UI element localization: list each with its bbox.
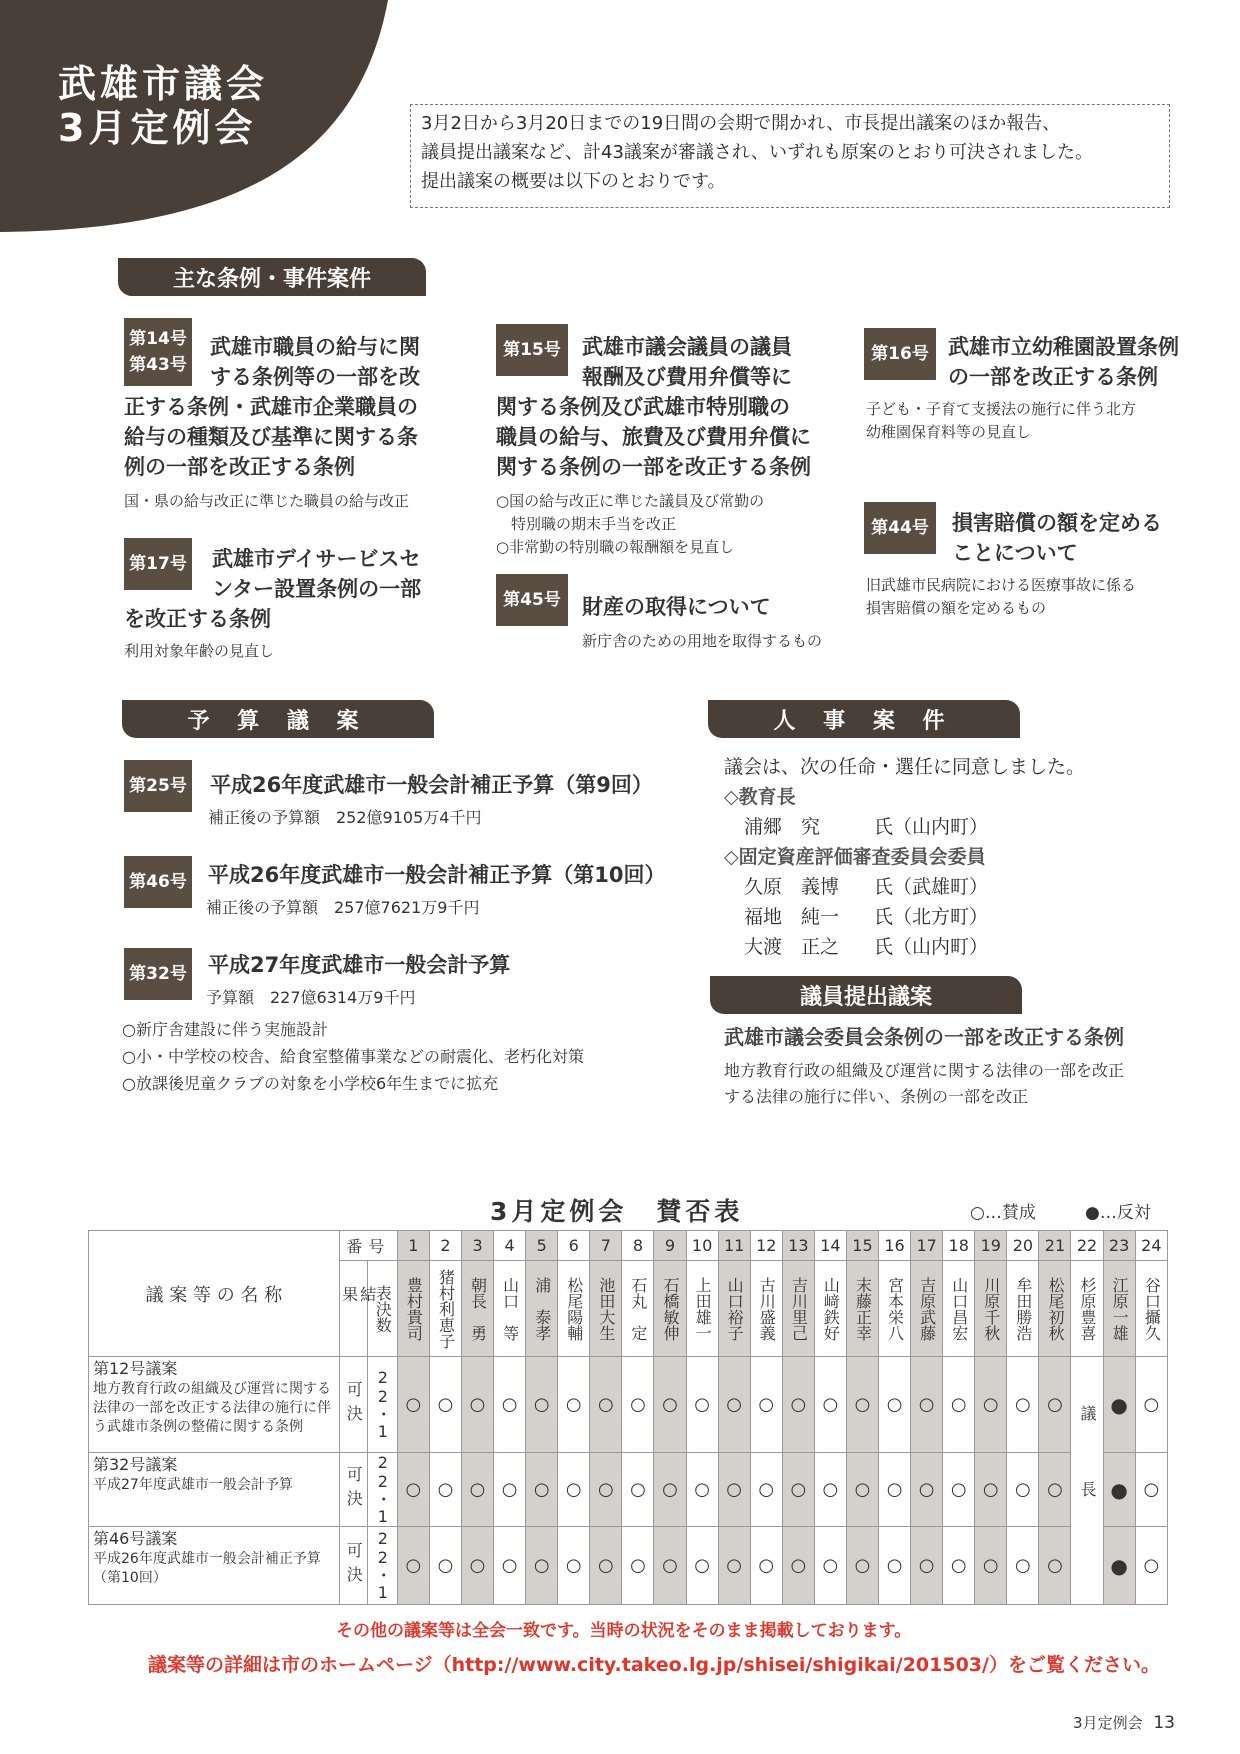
vote-for-mark: ○	[879, 1357, 911, 1453]
ordinance-desc: 新庁舎のための用地を取得するもの	[582, 632, 823, 650]
ordinance-desc: 利用対象年齢の見直し	[124, 642, 275, 660]
budget-title: 平成26年度武雄市一般会計補正予算（第9回）	[210, 773, 653, 797]
section-member-bill: 議員提出議案	[710, 976, 1022, 1014]
detail-link-note[interactable]: 議案等の詳細は市のホームページ（http://www.city.takeo.lg.jp/shisei/shigikai/201503/）をご覧ください。	[148, 1654, 1160, 1676]
header-number: 番号	[339, 1231, 397, 1261]
member-name: 川原千秋	[975, 1261, 1007, 1357]
vote-for-mark: ○	[1039, 1453, 1071, 1527]
member-number: 16	[879, 1231, 911, 1261]
ordinance-desc: 子ども・子育て支援法の施行に伴う北方 幼稚園保育料等の見直し	[866, 400, 1137, 441]
ordinance-title: 財産の取得について	[582, 595, 771, 619]
vote-against-mark: ●	[1103, 1453, 1135, 1527]
member-number: 19	[975, 1231, 1007, 1261]
ordinance-desc: 旧武雄市民病院における医療事故に係る 損害賠償の額を定めるもの	[866, 576, 1137, 617]
vote-for-mark: ○	[911, 1527, 943, 1605]
member-name: 池田大生	[590, 1261, 622, 1357]
vote-for-mark: ○	[654, 1527, 686, 1605]
ordinance-title: 武雄市議会議員の議員 報酬及び費用弁償等に	[582, 335, 792, 389]
member-name: 宮本栄八	[879, 1261, 911, 1357]
member-number: 21	[1039, 1231, 1071, 1261]
budget-notes: ○新庁舎建設に伴う実施設計 ○小・中学校の校舎、給食室整備事業などの耐震化、老朽化対策 ○放課後児童クラブの対象を小学校6年生までに拡充	[122, 1020, 584, 1093]
vote-for-mark: ○	[1007, 1357, 1039, 1453]
vote-for-mark: ○	[1007, 1527, 1039, 1605]
member-name: 石丸 定	[622, 1261, 654, 1357]
vote-for-mark: ○	[718, 1453, 750, 1527]
ordinance-title-cont: 関する条例及び武雄市特別職の 職員の給与、旅費及び費用弁償に 関する条例の一部を改正する条例	[496, 395, 811, 479]
member-name: 江原一雄	[1103, 1261, 1135, 1357]
member-number: 14	[814, 1231, 846, 1261]
bill-desc: 地方教育行政の組織及び運営に関する法律の一部を改正する法律の施行に伴う武雄市条例の整備に関する条例	[93, 1381, 331, 1435]
ordinance-title-cont: を改正する条例	[124, 607, 271, 631]
legend-against: ●…反対	[1085, 1203, 1151, 1223]
vote-for-mark: ○	[397, 1453, 429, 1527]
member-name: 杉原豊喜	[1071, 1261, 1103, 1357]
bill-title: 第12号議案	[93, 1359, 178, 1378]
member-number: 5	[526, 1231, 558, 1261]
vote-for-mark: ○	[686, 1357, 718, 1453]
vote-for-mark: ○	[846, 1527, 878, 1605]
vote-for-mark: ○	[879, 1453, 911, 1527]
vote-for-mark: ○	[879, 1527, 911, 1605]
member-bill-title: 武雄市議会委員会条例の一部を改正する条例	[724, 1025, 1124, 1049]
vote-for-mark: ○	[814, 1453, 846, 1527]
vote-for-mark: ○	[462, 1453, 494, 1527]
ordinance-title: 武雄市立幼稚園設置条例 の一部を改正する条例	[948, 335, 1179, 389]
intro-line: 提出議案の概要は以下のとおりです。	[421, 171, 726, 192]
budget-amount: 予算額 227億6314万9千円	[206, 988, 416, 1007]
bill-result: 可決	[339, 1357, 367, 1453]
vote-for-mark: ○	[558, 1357, 590, 1453]
bill-votes: 22・1	[367, 1357, 397, 1453]
vote-for-mark: ○	[462, 1357, 494, 1453]
vote-for-mark: ○	[558, 1527, 590, 1605]
member-name: 猪村利恵子	[429, 1261, 461, 1357]
bill-votes: 22・1	[367, 1453, 397, 1527]
vote-for-mark: ○	[462, 1527, 494, 1605]
header-result: 結果	[339, 1261, 367, 1357]
member-number: 9	[654, 1231, 686, 1261]
bill-name-cell	[89, 1357, 340, 1453]
bill-name-cell	[89, 1527, 340, 1605]
bill-desc: 平成26年度武雄市一般会計補正予算（第10回）	[93, 1551, 321, 1586]
vote-for-mark: ○	[686, 1527, 718, 1605]
vote-for-mark: ○	[558, 1453, 590, 1527]
vote-for-mark: ○	[526, 1527, 558, 1605]
member-name: 松尾陽輔	[558, 1261, 590, 1357]
vote-for-mark: ○	[494, 1527, 526, 1605]
member-bill-desc: 地方教育行政の組織及び運営に関する法律の一部を改正 する法律の施行に伴い、条例の一部を改正	[724, 1061, 1125, 1106]
vote-for-mark: ○	[1039, 1357, 1071, 1453]
chair-cell: 議長	[1071, 1357, 1103, 1605]
member-name: 牟田勝浩	[1007, 1261, 1039, 1357]
budget-amount: 補正後の予算額 252億9105万4千円	[208, 808, 482, 827]
bill-title: 第32号議案	[93, 1455, 178, 1474]
bill-name-cell	[89, 1453, 340, 1527]
vote-for-mark: ○	[750, 1357, 782, 1453]
header-votes: 表決数	[367, 1261, 397, 1357]
budget-number-badge: 第46号	[124, 856, 192, 908]
vote-for-mark: ○	[429, 1357, 461, 1453]
vote-table	[88, 1230, 1168, 1605]
ordinance-title: 武雄市職員の給与に関 する条例等の一部を改	[210, 335, 420, 389]
vote-for-mark: ○	[1007, 1453, 1039, 1527]
vote-for-mark: ○	[429, 1527, 461, 1605]
page-footer	[1073, 1712, 1175, 1733]
vote-for-mark: ○	[590, 1527, 622, 1605]
vote-for-mark: ○	[654, 1453, 686, 1527]
member-number: 15	[846, 1231, 878, 1261]
ordinance-number-badge: 第15号	[496, 324, 568, 376]
member-number: 20	[1007, 1231, 1039, 1261]
member-number: 22	[1071, 1231, 1103, 1261]
vote-row	[89, 1453, 1168, 1527]
member-number: 3	[462, 1231, 494, 1261]
vote-for-mark: ○	[494, 1357, 526, 1453]
intro-line: 議員提出議案など、計43議案が審議され、いずれも原案のとおり可決されました。	[421, 142, 1093, 163]
vote-for-mark: ○	[814, 1527, 846, 1605]
member-name: 上田雄一	[686, 1261, 718, 1357]
intro-box	[410, 104, 1170, 208]
bill-result: 可決	[339, 1527, 367, 1605]
member-number: 12	[750, 1231, 782, 1261]
vote-for-mark: ○	[943, 1527, 975, 1605]
vote-for-mark: ○	[622, 1357, 654, 1453]
ordinance-number-badge: 第17号	[124, 538, 192, 590]
vote-for-mark: ○	[782, 1527, 814, 1605]
vote-for-mark: ○	[846, 1357, 878, 1453]
personnel-block: 議会は、次の任命・選任に同意しました。 ◇教育長 浦郷 究 氏（山内町） ◇固定資産評価審査委員会委員 久原 義博 氏（武雄町） 福地 純一 氏（北方町） 大渡 正之 氏（山内町）	[724, 752, 1085, 962]
vote-for-mark: ○	[1135, 1357, 1167, 1453]
vote-for-mark: ○	[429, 1453, 461, 1527]
ordinance-number-badge: 第44号	[864, 502, 936, 554]
member-number: 23	[1103, 1231, 1135, 1261]
ordinance-number-badge: 第14号 第43号	[124, 318, 192, 386]
vote-for-mark: ○	[718, 1357, 750, 1453]
vote-for-mark: ○	[397, 1527, 429, 1605]
member-name: 吉川里己	[782, 1261, 814, 1357]
bill-title: 第46号議案	[93, 1529, 178, 1548]
ordinance-title-cont: 正する条例・武雄市企業職員の 給与の種類及び基準に関する条 例の一部を改正する条例	[124, 395, 418, 479]
vote-for-mark: ○	[750, 1527, 782, 1605]
vote-against-mark: ●	[1103, 1357, 1135, 1453]
vote-for-mark: ○	[943, 1357, 975, 1453]
section-main-ordinances: 主な条例・事件案件	[118, 258, 426, 296]
member-name: 石橋敏伸	[654, 1261, 686, 1357]
vote-for-mark: ○	[397, 1357, 429, 1453]
vote-for-mark: ○	[526, 1357, 558, 1453]
vote-for-mark: ○	[718, 1527, 750, 1605]
member-name: 山口裕子	[718, 1261, 750, 1357]
member-number: 7	[590, 1231, 622, 1261]
vote-for-mark: ○	[494, 1453, 526, 1527]
footer-label: 3月定例会	[1073, 1714, 1143, 1732]
budget-number-badge: 第25号	[124, 760, 192, 812]
vote-for-mark: ○	[911, 1453, 943, 1527]
vote-for-mark: ○	[622, 1527, 654, 1605]
member-number: 4	[494, 1231, 526, 1261]
intro-line: 3月2日から3月20日までの19日間の会期で開かれ、市長提出議案のほか報告、	[421, 113, 1061, 134]
member-name: 谷口攝久	[1135, 1261, 1167, 1357]
vote-for-mark: ○	[975, 1527, 1007, 1605]
ordinance-number-badge: 第45号	[496, 574, 568, 626]
member-name: 松尾初秋	[1039, 1261, 1071, 1357]
page-number: 13	[1153, 1713, 1175, 1733]
member-name: 末藤正幸	[846, 1261, 878, 1357]
vote-for-mark: ○	[750, 1453, 782, 1527]
member-number: 24	[1135, 1231, 1167, 1261]
page-title: 武雄市議会 3月定例会	[58, 62, 269, 150]
member-name: 山口昌宏	[943, 1261, 975, 1357]
ordinance-number-badge: 第16号	[864, 328, 936, 380]
member-name: 古川盛義	[750, 1261, 782, 1357]
vote-row	[89, 1357, 1168, 1453]
vote-for-mark: ○	[782, 1453, 814, 1527]
bill-result: 可決	[339, 1453, 367, 1527]
member-number: 17	[911, 1231, 943, 1261]
budget-title: 平成26年度武雄市一般会計補正予算（第10回）	[208, 863, 666, 887]
budget-number-badge: 第32号	[124, 948, 192, 1000]
member-name: 吉原武藤	[911, 1261, 943, 1357]
vote-for-mark: ○	[943, 1453, 975, 1527]
member-name: 浦 泰孝	[526, 1261, 558, 1357]
vote-for-mark: ○	[814, 1357, 846, 1453]
vote-row	[89, 1527, 1168, 1605]
vote-for-mark: ○	[1135, 1527, 1167, 1605]
vote-for-mark: ○	[686, 1453, 718, 1527]
member-number: 1	[397, 1231, 429, 1261]
vote-for-mark: ○	[622, 1453, 654, 1527]
section-budget: 予 算 議 案	[122, 700, 434, 738]
member-name: 朝長 勇	[462, 1261, 494, 1357]
member-number: 10	[686, 1231, 718, 1261]
legend-for: ○…賛成	[970, 1203, 1036, 1223]
member-name: 豊村貴司	[397, 1261, 429, 1357]
member-number: 8	[622, 1231, 654, 1261]
member-number: 11	[718, 1231, 750, 1261]
vote-header-number-row	[89, 1231, 1168, 1261]
bill-votes: 22・1	[367, 1527, 397, 1605]
ordinance-desc: 国・県の給与改正に準じた職員の給与改正	[124, 492, 410, 510]
vote-for-mark: ○	[526, 1453, 558, 1527]
member-number: 6	[558, 1231, 590, 1261]
vote-for-mark: ○	[782, 1357, 814, 1453]
vote-for-mark: ○	[654, 1357, 686, 1453]
bill-desc: 平成27年度武雄市一般会計予算	[93, 1477, 293, 1493]
vote-for-mark: ○	[975, 1357, 1007, 1453]
vote-for-mark: ○	[1135, 1453, 1167, 1527]
member-number: 13	[782, 1231, 814, 1261]
ordinance-desc: ○国の給与改正に準じた議員及び常勤の 特別職の期末手当を改正 ○非常勤の特別職の報酬額を見直し	[496, 492, 765, 556]
personnel-intro: 議会は、次の任命・選任に同意しました。	[724, 756, 1086, 778]
vote-for-mark: ○	[846, 1453, 878, 1527]
vote-for-mark: ○	[911, 1357, 943, 1453]
vote-for-mark: ○	[1039, 1527, 1071, 1605]
personnel-group-title: ◇固定資産評価審査委員会委員	[724, 846, 986, 868]
vote-against-mark: ●	[1103, 1527, 1135, 1605]
vote-for-mark: ○	[975, 1453, 1007, 1527]
vote-for-mark: ○	[590, 1357, 622, 1453]
vote-note: その他の議案等は全会一致です。当時の状況をそのまま掲載しております。	[336, 1621, 912, 1641]
vote-for-mark: ○	[590, 1453, 622, 1527]
member-name: 山口 等	[494, 1261, 526, 1357]
ordinance-title: 武雄市デイサービスセ ンター設置条例の一部	[212, 547, 422, 601]
ordinance-title: 損害賠償の額を定める ことについて	[952, 511, 1162, 565]
personnel-group-title: ◇教育長	[724, 786, 796, 808]
budget-title: 平成27年度武雄市一般会計予算	[208, 953, 511, 977]
member-name: 山﨑鉄好	[814, 1261, 846, 1357]
section-personnel: 人 事 案 件	[708, 700, 1020, 738]
member-number: 18	[943, 1231, 975, 1261]
vote-table-title: 3月定例会 賛否表	[490, 1197, 744, 1226]
member-number: 2	[429, 1231, 461, 1261]
budget-amount: 補正後の予算額 257億7621万9千円	[206, 898, 480, 917]
header-bill-name: 議 案 等 の 名 称	[89, 1231, 340, 1357]
